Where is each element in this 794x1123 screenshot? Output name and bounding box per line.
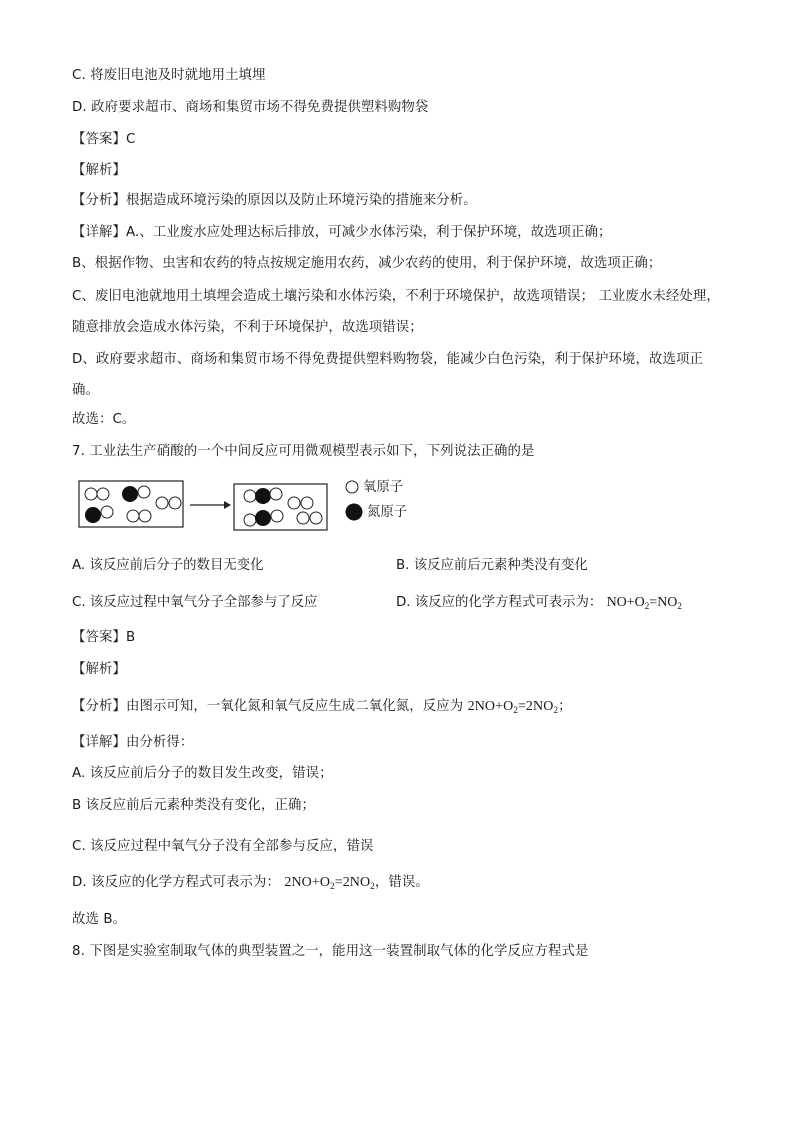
oxygen-atom-icon bbox=[156, 497, 168, 509]
q6-analysis: 【分析】根据造成环境污染的原因以及防止环境污染的措施来分析。 bbox=[72, 193, 477, 208]
nitrogen-atom-icon bbox=[255, 510, 271, 526]
q6-detail-a: 【详解】A.、工业废水应处理达标后排放，可减少水体污染，利于保护环境，故选项正确； bbox=[72, 225, 612, 240]
q7-choose: 故选 B。 bbox=[72, 912, 127, 927]
oxygen-atom-icon bbox=[139, 510, 151, 522]
q7-analysis: 【分析】由图示可知，一氧化氮和氧气反应生成二氧化氮，反应为 $2NO+O_2=2NO_2$； bbox=[72, 699, 572, 715]
oxygen-atom-icon bbox=[97, 488, 109, 500]
q6-option-c: C. 将废旧电池及时就地用土填埋 bbox=[72, 68, 266, 83]
q6-detail-b: B、根据作物、虫害和农药的特点按规定施用农药，减少农药的使用，利于保护环境，故选项正确； bbox=[72, 256, 662, 271]
nitrogen-atom-icon bbox=[85, 507, 101, 523]
q7-option-d-text: D. 该反应的化学方程式可表示为： bbox=[396, 595, 603, 610]
q7-detail-b: B 该反应前后元素种类没有变化，正确； bbox=[72, 798, 315, 813]
q7-detail-c: C. 该反应过程中氧气分子没有全部参与反应，错误 bbox=[72, 839, 374, 854]
q6-jiexi-heading: 【解析】 bbox=[72, 163, 126, 178]
q7-detail-a: A. 该反应前后分子的数目发生改变，错误； bbox=[72, 766, 333, 781]
q6-choose: 故选：C。 bbox=[72, 412, 136, 427]
oxygen-atom-icon bbox=[127, 510, 139, 522]
filled-circle-icon bbox=[345, 503, 363, 521]
q6-option-d: D. 政府要求超市、商场和集贸市场不得免费提供塑料购物袋 bbox=[72, 100, 429, 115]
equation-analysis: $2NO+O_2=2NO_2$ bbox=[467, 699, 559, 715]
oxygen-atom-icon bbox=[297, 512, 309, 524]
oxygen-atom-icon bbox=[288, 497, 300, 509]
q7-detail-heading: 【详解】由分析得： bbox=[72, 735, 194, 750]
q6-detail-d: D、政府要求超市、商场和集贸市场不得免费提供塑料购物袋，能减少白色污染，利于保护环境，故选项正确。 bbox=[72, 352, 703, 398]
legend-oxygen-label: 氧原子 bbox=[363, 480, 404, 495]
legend-nitrogen-label: 氮原子 bbox=[367, 505, 408, 520]
open-circle-icon bbox=[345, 480, 359, 494]
reaction-arrow-head-icon bbox=[224, 501, 231, 509]
q7-option-c: C. 该反应过程中氧气分子全部参与了反应 bbox=[72, 595, 318, 610]
oxygen-atom-icon bbox=[85, 488, 97, 500]
q7-answer: 【答案】B bbox=[72, 630, 136, 645]
q7-jiexi-heading: 【解析】 bbox=[72, 662, 126, 677]
q7-analysis-text: 【分析】由图示可知，一氧化氮和氧气反应生成二氧化氮，反应为 bbox=[72, 699, 464, 714]
oxygen-atom-icon bbox=[244, 514, 256, 526]
q6-answer: 【答案】C bbox=[72, 132, 136, 147]
equation-detail-d: $2NO+O_2=2NO_2$ bbox=[284, 875, 375, 891]
q6-detail-c: C、废旧电池就地用土填埋会造成土壤污染和水体污染，不利于环境保护，故选项错误； 工业废水未经处理，随意排放会造成水体污染，不利于环境保护，故选项错误； bbox=[72, 289, 720, 335]
oxygen-atom-icon bbox=[271, 510, 283, 522]
q7-detail-d-text: D. 该反应的化学方程式可表示为： bbox=[72, 875, 280, 890]
oxygen-atom-icon bbox=[310, 512, 322, 524]
oxygen-atom-icon bbox=[301, 497, 313, 509]
q7-detail-d: D. 该反应的化学方程式可表示为： $2NO+O_2=2NO_2$，错误。 bbox=[72, 875, 429, 891]
oxygen-atom-icon bbox=[138, 486, 150, 498]
q7-option-a: A. 该反应前后分子的数目无变化 bbox=[72, 558, 264, 573]
oxygen-atom-icon bbox=[244, 490, 256, 502]
legend-oxygen bbox=[345, 478, 403, 498]
q7-option-d bbox=[396, 593, 682, 616]
equation-option-d: $NO+O_2=NO_2$ bbox=[606, 595, 682, 611]
q7-stem: 7. 工业法生产硝酸的一个中间反应可用微观模型表示如下，下列说法正确的是 bbox=[72, 444, 535, 459]
nitrogen-atom-icon bbox=[255, 488, 271, 504]
q7-option-b: B. 该反应前后元素种类没有变化 bbox=[396, 558, 588, 573]
oxygen-atom-icon bbox=[169, 497, 181, 509]
nitrogen-atom-icon bbox=[122, 486, 138, 502]
q8-stem: 8. 下图是实验室制取气体的典型装置之一，能用这一装置制取气体的化学反应方程式是 bbox=[72, 944, 589, 959]
legend-nitrogen bbox=[345, 503, 407, 523]
oxygen-atom-icon bbox=[270, 488, 282, 500]
oxygen-atom-icon bbox=[101, 506, 113, 518]
